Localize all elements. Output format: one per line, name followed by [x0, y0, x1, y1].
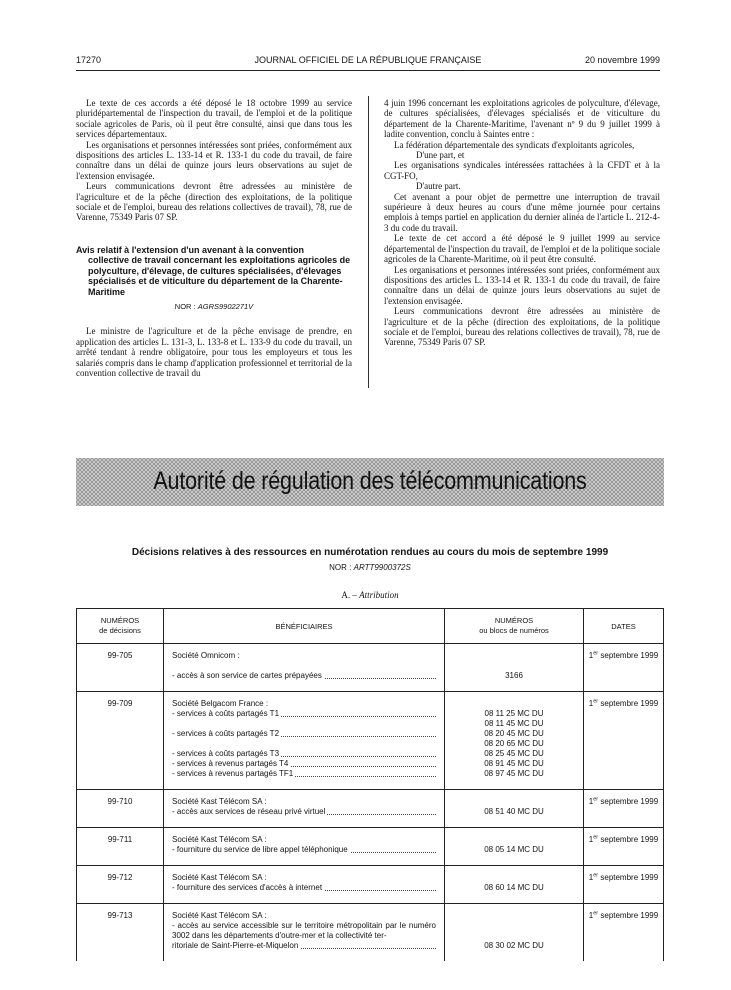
- header-line: DATES: [611, 621, 636, 631]
- number-block: 08 25 45 MC DU: [484, 749, 544, 758]
- service-item: - accès au service accessible sur le territoire métropolitain par le numéro 3002 dans les départements d'outre-mer et la collectivité ter- ritoriale de Saint-Pierre-et-Miquelon: [172, 921, 436, 950]
- paragraph: Le ministre de l'agriculture et de la pêche envisage de prendre, en application des articles L. 131-3, L. 133-8 et L. 133-9 du code du travail, un arrêté tendant à rendre obligatoire, pour tous les employeurs et tous les salariés compris dans le champ d'application professionnel et territorial de la convention collective de travail du: [76, 326, 352, 378]
- table-row: [77, 644, 664, 692]
- section-heading: [76, 590, 664, 600]
- decision-number: 99-712: [77, 866, 164, 904]
- paragraph: Leurs communications devront être adressées au ministère de l'agriculture et de la pêche (direction des exploitations, de la politique sociale et de l'emploi, bureau des relations collectives de travail), 78, rue de Varenne, 75349 Paris 07 SP.: [384, 306, 660, 348]
- number-blocks: [445, 904, 584, 962]
- table-row: [77, 790, 664, 828]
- avis-title-rest: collective de travail concernant les exploitations agricoles de polyculture, d'élevage, de cultures spécialisées, d'élevages spécialisés et de viticulture du département de la Charente-Maritime: [88, 255, 351, 297]
- decision-date: 1er septembre 1999: [584, 866, 664, 904]
- number-block: 08 60 14 MC DU: [484, 883, 544, 892]
- decision-date: 1er septembre 1999: [584, 644, 664, 692]
- service-item: - services à coûts partagés T1: [172, 709, 436, 719]
- paragraph: D'une part, et: [416, 150, 465, 161]
- decision-number: 99-705: [77, 644, 164, 692]
- decisions-title: Décisions relatives à des ressources en numérotation rendues au cours du mois de septembre 1999: [131, 547, 609, 558]
- number-blocks: [445, 828, 584, 866]
- service-item: - services à coûts partagés T2: [172, 729, 436, 739]
- nor-label: NOR :: [329, 563, 352, 572]
- paragraph: Cet avenant a pour objet de permettre une interruption de travail supérieure à deux heures au cours d'une même journée pour certains emplois à temps partiel en application du dernier alinéa de l'article L. 212-4-3 du code du travail.: [384, 191, 660, 233]
- header-rule: [76, 70, 660, 71]
- decision-number: 99-711: [77, 828, 164, 866]
- decisions-nor: [76, 563, 664, 572]
- table-row: [77, 866, 664, 904]
- service-item: - services à revenus partagés TF1: [172, 769, 436, 779]
- paragraph: Le texte de cet accord a été déposé le 9 juillet 1999 au service départemental de l'inspection du travail, de l'emploi et de la politique sociale agricoles de la Charente-Maritime, où il peut être consulté.: [384, 233, 660, 265]
- number-block: 08 91 45 MC DU: [484, 759, 544, 768]
- beneficiary: [164, 828, 445, 866]
- header-line: BÉNÉFICIAIRES: [275, 621, 333, 631]
- number-block: 08 20 65 MC DU: [484, 739, 544, 748]
- nor-code: ARTT9900372S: [353, 563, 411, 572]
- service-item: - accès aux services de réseau privé virtuel: [172, 807, 436, 817]
- number-blocks: [445, 790, 584, 828]
- avis-title-line: Avis relatif à l'extension d'un avenant à la convention: [76, 244, 305, 255]
- decision-date: 1er septembre 1999: [584, 692, 664, 790]
- paragraph: Le texte de ces accords a été déposé le 18 octobre 1999 au service pluridépartemental de l'inspection du travail, de l'emploi et de la politique sociale agricoles de Paris, où il peut être consulté, ainsi que dans tous les services départementaux.: [76, 98, 352, 140]
- paragraph: La fédération départementale des syndicats d'exploitants agricoles,: [394, 139, 635, 150]
- issue-date: 20 novembre 1999: [584, 55, 660, 65]
- section-banner: [76, 458, 664, 506]
- service-item: - accès à son service de cartes prépayées: [172, 671, 436, 681]
- header-line: NUMÉROS: [494, 616, 534, 625]
- header-line: NUMÉROS: [100, 616, 140, 625]
- paragraph: Leurs communications devront être adressées au ministère de l'agriculture et de la pêche (direction des exploitations, de la politique sociale et de l'emploi, bureau des relations collectives de travail), 78, rue de Varenne, 75349 Paris 07 SP.: [76, 181, 352, 223]
- column-divider: [368, 96, 369, 388]
- number-block: 08 97 45 MC DU: [484, 769, 544, 778]
- section-title: Attribution: [359, 590, 399, 600]
- service-item: - services à revenus partagés T4: [172, 759, 436, 769]
- decision-number: 99-713: [77, 904, 164, 962]
- company-name: Société Kast Télécom SA :: [172, 797, 267, 806]
- nor-code: AGRS9902271V: [197, 301, 254, 311]
- number-block: 08 30 02 MC DU: [484, 941, 544, 950]
- journal-title: JOURNAL OFFICIEL DE LA RÉPUBLIQUE FRANÇAISE: [254, 55, 482, 65]
- number-block: 08 51 40 MC DU: [484, 807, 544, 816]
- table-row: [77, 904, 664, 962]
- avis-nor: [76, 302, 352, 312]
- number-block: 3166: [505, 671, 523, 680]
- table-header-row: [77, 609, 664, 644]
- service-item: - services à coûts partagés T3: [172, 749, 436, 759]
- beneficiary: [164, 692, 445, 790]
- service-item: - fourniture du service de libre appel téléphonique: [172, 845, 436, 855]
- col-header-num: [77, 609, 164, 644]
- company-name: Société Kast Télécom SA :: [172, 873, 267, 882]
- paragraph: Les organisations et personnes intéressées sont priées, conformément aux dispositions des articles L. 133-14 et R. 133-1 du code du travail, de faire connaître dans un délai de quinze jours leurs observations au sujet de l'extension envisagée.: [384, 264, 660, 306]
- service-item: - fourniture des services d'accès à internet: [172, 883, 436, 893]
- company-name: Société Belgacom France :: [172, 699, 269, 708]
- decision-number: 99-710: [77, 790, 164, 828]
- paragraph: Les organisations et personnes intéressées sont priées, conformément aux dispositions des articles L. 133-14 et R. 133-1 du code du travail, de faire connaître dans un délai de quinze jours leurs observations au sujet de l'extension envisagée.: [76, 139, 352, 181]
- beneficiary: [164, 866, 445, 904]
- decisions-table: [76, 608, 664, 961]
- table-row: [77, 692, 664, 790]
- number-block: 08 11 25 MC DU: [484, 709, 544, 718]
- paragraph: Les organisations syndicales intéressées rattachées à la CFDT et à la CGT-FO,: [384, 160, 660, 181]
- decision-date: 1er septembre 1999: [584, 904, 664, 962]
- number-block: 08 11 45 MC DU: [484, 719, 544, 728]
- col-header-blocs: [445, 609, 584, 644]
- header-line: de décisions: [99, 626, 141, 635]
- number-block: 08 05 14 MC DU: [484, 845, 544, 854]
- beneficiary: [164, 790, 445, 828]
- paragraph: D'autre part.: [416, 181, 461, 192]
- nor-label: NOR :: [174, 301, 196, 311]
- decision-number: 99-709: [77, 692, 164, 790]
- company-name: Société Kast Télécom SA :: [172, 911, 267, 920]
- header-line: ou blocs de numéros: [479, 626, 549, 635]
- beneficiary: [164, 644, 445, 692]
- beneficiary: [164, 904, 445, 962]
- company-name: Société Kast Télécom SA :: [172, 835, 267, 844]
- number-blocks: [445, 644, 584, 692]
- section-prefix: A. –: [341, 590, 357, 600]
- number-blocks: [445, 866, 584, 904]
- col-header-beneficiaires: [164, 609, 445, 644]
- table-row: [77, 828, 664, 866]
- decision-date: 1er septembre 1999: [584, 828, 664, 866]
- right-column: [384, 98, 660, 348]
- col-header-dates: [584, 609, 664, 644]
- page-number: 17270: [76, 55, 102, 65]
- number-block: 08 20 45 MC DU: [484, 729, 544, 738]
- running-header: [76, 55, 660, 69]
- left-column: [76, 98, 352, 378]
- banner-title: Autorité de régulation des télécommunications: [153, 467, 587, 495]
- decision-date: 1er septembre 1999: [584, 790, 664, 828]
- avis-title: [76, 245, 352, 297]
- company-name: Société Omnicom :: [172, 651, 240, 660]
- number-blocks: [445, 692, 584, 790]
- paragraph: 4 juin 1996 concernant les exploitations agricoles de polyculture, d'élevage, de cultures spécialisées, d'élevages spécialisés et de viticulture du département de la Charente-Maritime, l'avenant nº 9 du 9 juillet 1999 à ladite convention, conclu à Saintes entre :: [384, 98, 660, 140]
